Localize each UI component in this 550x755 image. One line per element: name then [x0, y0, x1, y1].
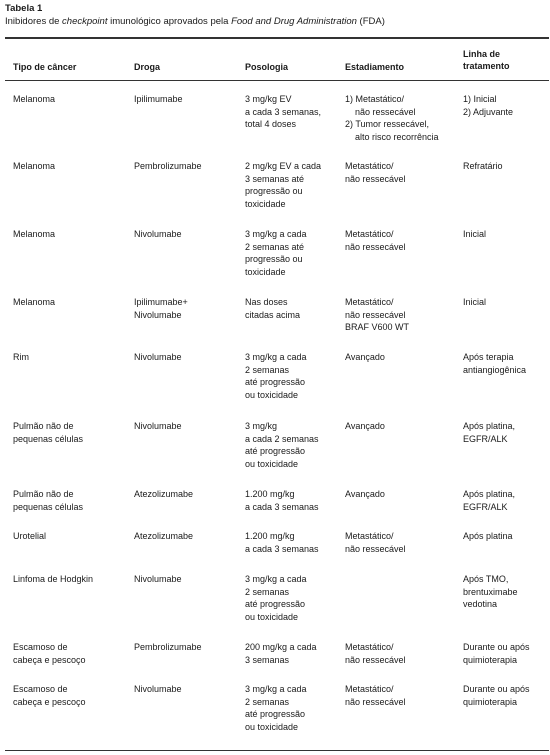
cell-line: não ressecável [345, 241, 406, 252]
cell-dosage [245, 93, 340, 131]
cell-dosage [245, 351, 340, 401]
cell-line: quimioterapia [463, 654, 518, 665]
cell-treatment-line [463, 93, 549, 118]
cell-line: 3 mg/kg a cada [245, 229, 307, 239]
cell-line: 3 mg/kg EV [245, 94, 292, 104]
cell-line: progressão ou [245, 254, 303, 265]
cell-line: a cada 3 semanas, [245, 106, 322, 117]
cell-line: Avançado [345, 352, 385, 362]
table-row [0, 530, 550, 554]
cell-line: não ressecável [345, 309, 406, 320]
cell-staging [345, 530, 457, 555]
cell-line: Após TMO, [463, 574, 509, 584]
cell-line: Nivolumabe [134, 309, 182, 320]
cell-line: 2 semanas [245, 364, 290, 375]
cell-drug [134, 683, 238, 696]
cell-line: 1) Metastático/ [345, 94, 405, 104]
cell-line: Pembrolizumabe [134, 161, 202, 171]
cell-staging [345, 420, 457, 433]
caption-text: (FDA) [356, 16, 385, 27]
cell-line: EGFR/ALK [463, 433, 508, 444]
table-bottom-rule [5, 750, 549, 751]
cell-line: vedotina [463, 599, 498, 610]
cell-line: 2) Adjuvante [463, 106, 514, 117]
cell-line: até progressão [245, 377, 306, 388]
cell-line: ou toxicidade [245, 611, 299, 622]
cell-line: Melanoma [13, 161, 56, 171]
cell-line: Melanoma [13, 297, 56, 307]
cell-line: 2 semanas [245, 586, 290, 597]
cell-line: Refratário [463, 161, 503, 171]
cell-line: Durante ou após [463, 684, 530, 694]
cell-line: a cada 3 semanas [245, 501, 319, 512]
cell-line: Após platina [463, 531, 513, 541]
cell-drug [134, 530, 238, 543]
cell-line: até progressão [245, 446, 306, 457]
cell-dosage [245, 296, 340, 321]
caption-text: imunológico aprovados pela [107, 16, 232, 27]
table-row [0, 641, 550, 665]
cell-dosage [245, 488, 340, 513]
cell-line: 3 mg/kg [245, 421, 278, 431]
cell-line: 1.200 mg/kg [245, 489, 295, 499]
cell-line: total 4 doses [245, 119, 297, 130]
cell-line: Pulmão não de [13, 489, 74, 499]
cell-drug [134, 420, 238, 433]
cell-drug [134, 351, 238, 364]
header-line-1: Linha de [463, 49, 501, 59]
cell-line: Avançado [345, 421, 385, 431]
caption-italic-fda: Food and Drug Administration [231, 16, 357, 27]
cell-line: toxicidade [245, 198, 286, 209]
cell-drug [134, 573, 238, 586]
cell-line: Ipilimumabe [134, 94, 183, 104]
cell-line: pequenas células [13, 433, 84, 444]
table-row [0, 93, 550, 142]
cell-line: a cada 2 semanas [245, 433, 319, 444]
cell-line: não ressecável [345, 106, 416, 117]
cell-line: Durante ou após [463, 642, 530, 652]
cell-treatment-line [463, 296, 549, 309]
cell-drug [134, 93, 238, 106]
cell-line: BRAF V600 WT [345, 322, 410, 333]
table-row [0, 420, 550, 469]
cell-line: Pulmão não de [13, 421, 74, 431]
cell-line: Atezolizumabe [134, 489, 194, 499]
cell-line: 2 semanas até [245, 241, 305, 252]
cell-cancer-type [13, 420, 123, 445]
cell-staging [345, 488, 457, 501]
cell-line: Inicial [463, 297, 487, 307]
cell-line: 3 mg/kg a cada [245, 352, 307, 362]
table-row [0, 573, 550, 622]
cell-line: não ressecável [345, 696, 406, 707]
cell-line: Metastático/ [345, 642, 394, 652]
cell-line: brentuximabe [463, 586, 518, 597]
cell-line: Escamoso de [13, 684, 68, 694]
cell-line: citadas acima [245, 309, 301, 320]
table-row [0, 228, 550, 277]
cell-line: Inicial [463, 229, 487, 239]
header-drug: Droga [134, 62, 161, 72]
cell-line: Avançado [345, 489, 385, 499]
cell-line: cabeça e pescoço [13, 696, 86, 707]
cell-line: progressão ou [245, 186, 303, 197]
cell-line: 1.200 mg/kg [245, 531, 295, 541]
cell-treatment-line [463, 160, 549, 173]
cell-staging [345, 351, 457, 364]
cell-treatment-line [463, 641, 549, 666]
cell-line: ou toxicidade [245, 721, 299, 732]
cell-dosage [245, 530, 340, 555]
cell-line: pequenas células [13, 501, 84, 512]
cell-staging [345, 683, 457, 708]
cell-line: 3 mg/kg a cada [245, 684, 307, 694]
cell-line: 2 semanas [245, 696, 290, 707]
cell-dosage [245, 683, 340, 733]
cell-line: Nivolumabe [134, 229, 182, 239]
cell-line: toxicidade [245, 266, 286, 277]
cell-line: 200 mg/kg a cada [245, 642, 317, 652]
cell-line: Nivolumabe [134, 574, 182, 584]
table-label: Tabela 1 [5, 3, 43, 14]
cell-line: 1) Inicial [463, 94, 497, 104]
cell-dosage [245, 228, 340, 278]
header-line-2: tratamento [463, 61, 510, 71]
cell-line: Após platina, [463, 421, 516, 431]
table-row [0, 683, 550, 732]
cell-treatment-line [463, 488, 549, 513]
cell-line: antiangiogênica [463, 364, 527, 375]
cell-cancer-type [13, 228, 123, 241]
cell-line: Rim [13, 352, 29, 362]
table-top-rule [5, 37, 549, 39]
cell-drug [134, 641, 238, 654]
cell-treatment-line [463, 228, 549, 241]
header-dosage: Posologia [245, 62, 289, 72]
cell-line: Nivolumabe [134, 421, 182, 431]
cell-line: Pembrolizumabe [134, 642, 202, 652]
cell-line: não ressecável [345, 654, 406, 665]
cell-line: até progressão [245, 709, 306, 720]
cell-dosage [245, 420, 340, 470]
cell-cancer-type [13, 488, 123, 513]
cell-cancer-type [13, 160, 123, 173]
cell-treatment-line [463, 530, 549, 543]
caption-italic-checkpoint: checkpoint [62, 16, 108, 27]
cell-treatment-line [463, 420, 549, 445]
cell-line: a cada 3 semanas [245, 543, 319, 554]
cell-cancer-type [13, 641, 123, 666]
cell-staging [345, 641, 457, 666]
cell-line: Metastático/ [345, 297, 394, 307]
cell-dosage [245, 160, 340, 210]
cell-drug [134, 296, 238, 321]
cell-dosage [245, 641, 340, 666]
cell-cancer-type [13, 683, 123, 708]
header-cancer-type: Tipo de câncer [13, 62, 77, 72]
header-staging: Estadiamento [345, 62, 405, 72]
cell-treatment-line [463, 573, 549, 611]
cell-line: 3 mg/kg a cada [245, 574, 307, 584]
cell-line: não ressecável [345, 543, 406, 554]
cell-drug [134, 160, 238, 173]
cell-line: Melanoma [13, 229, 56, 239]
table-row [0, 488, 550, 512]
cell-line: 3 semanas [245, 654, 290, 665]
cell-line: não ressecável [345, 173, 406, 184]
cell-line: alto risco recorrência [345, 131, 439, 142]
table-caption [5, 16, 385, 27]
cell-cancer-type [13, 93, 123, 106]
cell-line: Metastático/ [345, 229, 394, 239]
cell-line: Ipilimumabe+ [134, 297, 188, 307]
cell-line: até progressão [245, 599, 306, 610]
cell-line: 3 semanas até [245, 173, 305, 184]
table-row [0, 160, 550, 209]
cell-treatment-line [463, 683, 549, 708]
cell-line: Metastático/ [345, 161, 394, 171]
header-treatment-line [463, 48, 510, 72]
caption-text: Inibidores de [5, 16, 63, 27]
cell-line: Nivolumabe [134, 352, 182, 362]
table-header-rule [5, 80, 549, 81]
cell-line: 2) Tumor ressecável, [345, 119, 430, 130]
cell-cancer-type [13, 573, 123, 586]
cell-drug [134, 488, 238, 501]
cell-line: Urotelial [13, 531, 47, 541]
cell-line: Atezolizumabe [134, 531, 194, 541]
cell-line: Linfoma de Hodgkin [13, 574, 94, 584]
cell-staging [345, 93, 457, 143]
cell-line: Metastático/ [345, 531, 394, 541]
cell-line: Após terapia [463, 352, 514, 362]
cell-line: ou toxicidade [245, 389, 299, 400]
cell-staging [345, 296, 457, 334]
cell-cancer-type [13, 530, 123, 543]
cell-cancer-type [13, 351, 123, 364]
cell-line: Nivolumabe [134, 684, 182, 694]
cell-line: 2 mg/kg EV a cada [245, 161, 322, 171]
cell-line: EGFR/ALK [463, 501, 508, 512]
cell-line: Escamoso de [13, 642, 68, 652]
cell-line: quimioterapia [463, 696, 518, 707]
cell-cancer-type [13, 296, 123, 309]
cell-line: ou toxicidade [245, 458, 299, 469]
cell-staging [345, 160, 457, 185]
cell-line: Após platina, [463, 489, 516, 499]
cell-drug [134, 228, 238, 241]
cell-line: Nas doses [245, 297, 288, 307]
cell-treatment-line [463, 351, 549, 376]
cell-line: cabeça e pescoço [13, 654, 86, 665]
cell-line: Melanoma [13, 94, 56, 104]
cell-staging [345, 228, 457, 253]
cell-dosage [245, 573, 340, 623]
cell-line: Metastático/ [345, 684, 394, 694]
table-row [0, 351, 550, 400]
table-row [0, 296, 550, 333]
